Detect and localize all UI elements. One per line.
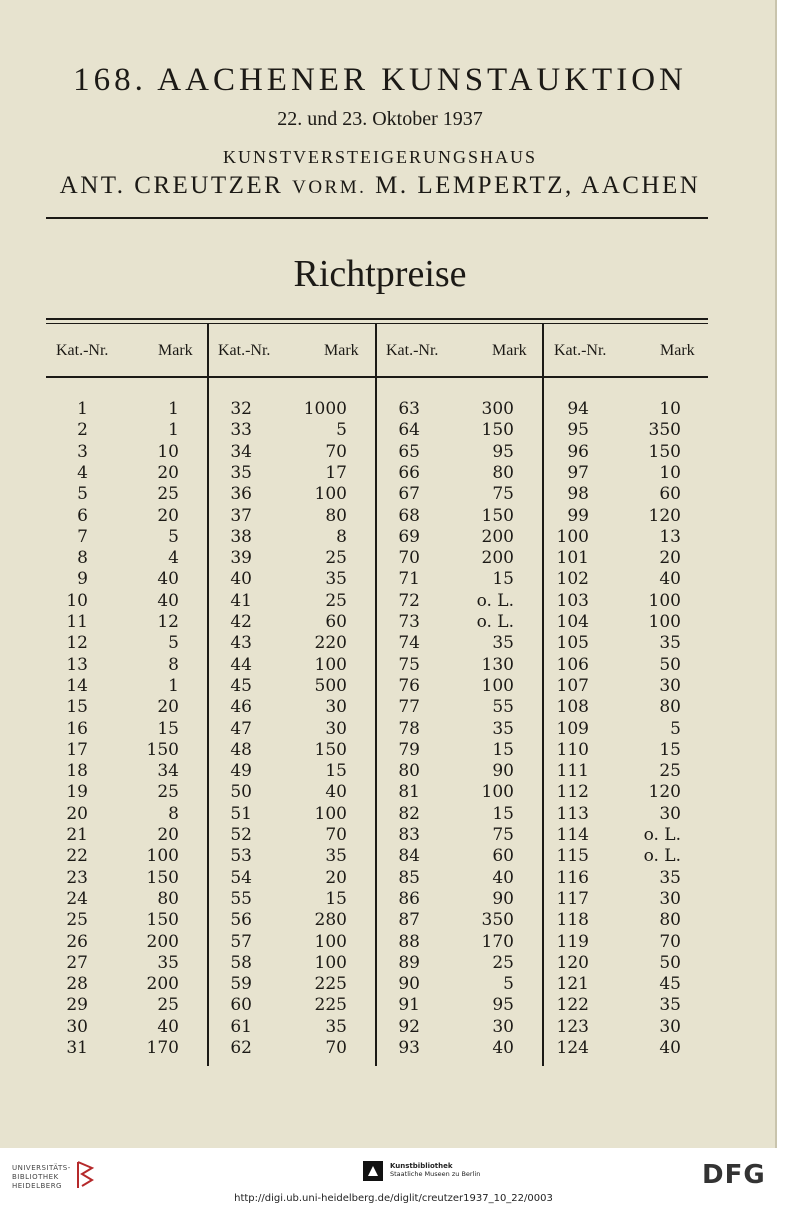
kat-nr-cell: 20 [66, 804, 88, 824]
kat-nr-cell: 124 [556, 1038, 589, 1058]
kat-nr-cell: 110 [556, 740, 589, 760]
mark-price-cell: 35 [659, 633, 681, 653]
mark-price-cell: 100 [314, 484, 347, 504]
kunstbibliothek-logo-icon [362, 1160, 384, 1182]
mark-price-cell: 5 [503, 974, 514, 994]
mark-price-cell: 100 [314, 655, 347, 675]
mark-price-cell: 8 [168, 655, 179, 675]
mark-price-cell: 35 [492, 633, 514, 653]
kat-nr-cell: 13 [66, 655, 88, 675]
mark-price-cell: 35 [659, 995, 681, 1015]
kat-nr-cell: 10 [66, 591, 88, 611]
page-title: Richtpreise [293, 253, 467, 295]
mark-price-cell: 1 [168, 420, 179, 440]
kat-nr-cell: 90 [398, 974, 420, 994]
kat-nr-cell: 85 [398, 868, 420, 888]
column-header-mark: Mark [660, 342, 695, 359]
mark-price-cell: 280 [314, 910, 347, 930]
kat-nr-cell: 83 [398, 825, 420, 845]
mark-price-cell: 35 [659, 868, 681, 888]
kat-nr-cell: 57 [230, 932, 252, 952]
kat-nr-cell: 40 [230, 569, 252, 589]
mark-price-cell: 20 [659, 548, 681, 568]
mark-price-cell: 15 [492, 569, 514, 589]
column-header-kat: Kat.-Nr. [56, 342, 109, 359]
kat-nr-cell: 49 [230, 761, 252, 781]
kat-nr-cell: 27 [66, 953, 88, 973]
university-line: HEIDELBERG [12, 1182, 62, 1190]
kat-nr-cell: 56 [230, 910, 252, 930]
mark-price-cell: 34 [157, 761, 179, 781]
kat-nr-cell: 95 [567, 420, 589, 440]
kat-nr-cell: 89 [398, 953, 420, 973]
kat-nr-cell: 62 [230, 1038, 252, 1058]
kat-nr-cell: 33 [230, 420, 252, 440]
mark-price-cell: 225 [314, 995, 347, 1015]
kat-nr-cell: 119 [556, 932, 589, 952]
kat-nr-cell: 44 [230, 655, 252, 675]
auction-dates: 22. und 23. Oktober 1937 [277, 108, 483, 130]
kat-nr-cell: 100 [556, 527, 589, 547]
mark-price-cell: 95 [492, 995, 514, 1015]
kat-nr-cell: 99 [567, 506, 589, 526]
mark-price-cell: 25 [659, 761, 681, 781]
permalink-url[interactable]: http://digi.ub.uni-heidelberg.de/diglit/creutzer1937_10_22/0003 [234, 1193, 553, 1204]
kat-nr-cell: 69 [398, 527, 420, 547]
kat-nr-cell: 11 [66, 612, 88, 632]
kat-nr-cell: 17 [66, 740, 88, 760]
kat-nr-cell: 86 [398, 889, 420, 909]
kat-nr-cell: 92 [398, 1017, 420, 1037]
mark-price-cell: 150 [314, 740, 347, 760]
kat-nr-cell: 53 [230, 846, 252, 866]
dfg-logo: DFG [702, 1160, 766, 1190]
kat-nr-cell: 35 [230, 463, 252, 483]
kat-nr-cell: 113 [556, 804, 589, 824]
university-logo-text [12, 1164, 71, 1191]
kunstbibliothek-name: Kunstbibliothek [390, 1162, 453, 1170]
column-header-mark: Mark [492, 342, 527, 359]
mark-price-cell: 70 [659, 932, 681, 952]
kat-nr-cell: 70 [398, 548, 420, 568]
kat-nr-cell: 6 [77, 506, 88, 526]
kat-nr-cell: 26 [66, 932, 88, 952]
kat-nr-cell: 1 [77, 399, 88, 419]
mark-price-cell: 15 [492, 740, 514, 760]
mark-price-cell: 500 [314, 676, 347, 696]
kat-nr-cell: 2 [77, 420, 88, 440]
mark-price-cell: 225 [314, 974, 347, 994]
mark-price-cell: 170 [146, 1038, 179, 1058]
table-top-rule [46, 318, 708, 320]
kat-nr-cell: 97 [567, 463, 589, 483]
kat-nr-cell: 103 [556, 591, 589, 611]
kat-nr-cell: 55 [230, 889, 252, 909]
mark-price-cell: 15 [325, 889, 347, 909]
kat-nr-cell: 18 [66, 761, 88, 781]
kunstbibliothek-sub: Staatliche Museen zu Berlin [390, 1170, 481, 1178]
kat-nr-cell: 80 [398, 761, 420, 781]
kat-nr-cell: 123 [556, 1017, 589, 1037]
kat-nr-cell: 73 [398, 612, 420, 632]
mark-price-cell: 70 [325, 1038, 347, 1058]
kat-nr-cell: 54 [230, 868, 252, 888]
kat-nr-cell: 50 [230, 782, 252, 802]
kat-nr-cell: 63 [398, 399, 420, 419]
mark-price-cell: 10 [659, 463, 681, 483]
kat-nr-cell: 87 [398, 910, 420, 930]
mark-price-cell: 15 [659, 740, 681, 760]
kat-nr-cell: 107 [556, 676, 589, 696]
mark-price-cell: 200 [146, 974, 179, 994]
mark-price-cell: 25 [157, 782, 179, 802]
kat-nr-cell: 84 [398, 846, 420, 866]
mark-price-cell: 150 [146, 740, 179, 760]
mark-price-cell: 150 [648, 442, 681, 462]
mark-price-cell: 10 [157, 442, 179, 462]
mark-price-cell: 8 [336, 527, 347, 547]
mark-price-cell: 90 [492, 889, 514, 909]
mark-price-cell: 20 [325, 868, 347, 888]
kat-nr-cell: 78 [398, 719, 420, 739]
kat-nr-cell: 82 [398, 804, 420, 824]
mark-price-cell: 100 [314, 804, 347, 824]
mark-price-cell: 120 [648, 782, 681, 802]
kat-nr-cell: 31 [66, 1038, 88, 1058]
table-top-rule-thin [46, 323, 708, 324]
kat-nr-cell: 76 [398, 676, 420, 696]
mark-price-cell: 50 [659, 953, 681, 973]
column-header-mark: Mark [324, 342, 359, 359]
mark-price-cell: 20 [157, 506, 179, 526]
mark-price-cell: 30 [659, 889, 681, 909]
kunstbibliothek-label [390, 1162, 480, 1178]
column-header-kat: Kat.-Nr. [386, 342, 439, 359]
kat-nr-cell: 42 [230, 612, 252, 632]
kat-nr-cell: 21 [66, 825, 88, 845]
mark-price-cell: 30 [659, 676, 681, 696]
mark-price-cell: 35 [325, 846, 347, 866]
kat-nr-cell: 77 [398, 697, 420, 717]
kat-nr-cell: 68 [398, 506, 420, 526]
mark-price-cell: 220 [314, 633, 347, 653]
mark-price-cell: 25 [157, 484, 179, 504]
kat-nr-cell: 12 [66, 633, 88, 653]
mark-price-cell: 100 [481, 676, 514, 696]
mark-price-cell: 5 [168, 633, 179, 653]
mark-price-cell: o. L. [476, 591, 514, 611]
mark-price-cell: 40 [659, 569, 681, 589]
kat-nr-cell: 81 [398, 782, 420, 802]
mark-price-cell: 13 [659, 527, 681, 547]
kat-nr-cell: 114 [556, 825, 589, 845]
mark-price-cell: 60 [659, 484, 681, 504]
kat-nr-cell: 51 [230, 804, 252, 824]
mark-price-cell: 50 [659, 655, 681, 675]
mark-price-cell: 30 [492, 1017, 514, 1037]
mark-price-cell: 80 [157, 889, 179, 909]
kat-nr-cell: 94 [567, 399, 589, 419]
kat-nr-cell: 8 [77, 548, 88, 568]
mark-price-cell: 40 [157, 569, 179, 589]
kat-nr-cell: 75 [398, 655, 420, 675]
kat-nr-cell: 47 [230, 719, 252, 739]
mark-price-cell: 100 [648, 612, 681, 632]
mark-price-cell: 5 [670, 719, 681, 739]
mark-price-cell: 75 [492, 825, 514, 845]
kat-nr-cell: 93 [398, 1038, 420, 1058]
kat-nr-cell: 67 [398, 484, 420, 504]
kat-nr-cell: 30 [66, 1017, 88, 1037]
column-header-kat: Kat.-Nr. [554, 342, 607, 359]
mark-price-cell: 25 [157, 995, 179, 1015]
mark-price-cell: 75 [492, 484, 514, 504]
mark-price-cell: 1 [168, 676, 179, 696]
kat-nr-cell: 112 [556, 782, 589, 802]
kat-nr-cell: 4 [77, 463, 88, 483]
mark-price-cell: 80 [659, 697, 681, 717]
kat-nr-cell: 24 [66, 889, 88, 909]
mark-price-cell: 300 [481, 399, 514, 419]
firm-name [0, 172, 760, 200]
mark-price-cell: 200 [146, 932, 179, 952]
mark-price-cell: 100 [481, 782, 514, 802]
kat-nr-cell: 111 [556, 761, 589, 781]
kat-nr-cell: 41 [230, 591, 252, 611]
mark-price-cell: 350 [481, 910, 514, 930]
mark-price-cell: 20 [157, 825, 179, 845]
kat-nr-cell: 74 [398, 633, 420, 653]
mark-price-cell: 55 [492, 697, 514, 717]
kat-nr-cell: 37 [230, 506, 252, 526]
mark-price-cell: 120 [648, 506, 681, 526]
mark-price-cell: 100 [314, 932, 347, 952]
kat-nr-cell: 72 [398, 591, 420, 611]
mark-price-cell: 25 [325, 591, 347, 611]
mark-price-cell: 35 [157, 953, 179, 973]
mark-price-cell: 80 [492, 463, 514, 483]
kat-nr-cell: 38 [230, 527, 252, 547]
mark-price-cell: 200 [481, 548, 514, 568]
mark-price-cell: o. L. [643, 846, 681, 866]
column-header-mark: Mark [158, 342, 193, 359]
mark-price-cell: 20 [157, 463, 179, 483]
kat-nr-cell: 7 [77, 527, 88, 547]
mark-price-cell: 35 [325, 569, 347, 589]
mark-price-cell: 40 [492, 1038, 514, 1058]
mark-price-cell: 35 [492, 719, 514, 739]
kat-nr-cell: 5 [77, 484, 88, 504]
mark-price-cell: 40 [157, 1017, 179, 1037]
auction-house: KUNSTVERSTEIGERUNGSHAUS [222, 147, 537, 167]
kat-nr-cell: 104 [556, 612, 589, 632]
kat-nr-cell: 48 [230, 740, 252, 760]
kat-nr-cell: 117 [556, 889, 589, 909]
mark-price-cell: 80 [325, 506, 347, 526]
kat-nr-cell: 122 [556, 995, 589, 1015]
kat-nr-cell: 45 [230, 676, 252, 696]
mark-price-cell: 70 [325, 442, 347, 462]
kat-nr-cell: 66 [398, 463, 420, 483]
mark-price-cell: 20 [157, 697, 179, 717]
kat-nr-cell: 98 [567, 484, 589, 504]
kat-nr-cell: 109 [556, 719, 589, 739]
mark-price-cell: 150 [146, 910, 179, 930]
mark-price-cell: 35 [325, 1017, 347, 1037]
mark-price-cell: 30 [325, 719, 347, 739]
header-rule [46, 217, 708, 219]
auction-title: 168. AACHENER KUNSTAUKTION [73, 62, 687, 98]
mark-price-cell: 130 [481, 655, 514, 675]
kat-nr-cell: 65 [398, 442, 420, 462]
mark-price-cell: 1 [168, 399, 179, 419]
mark-price-cell: 10 [659, 399, 681, 419]
mark-price-cell: 30 [659, 804, 681, 824]
column-divider [542, 324, 544, 1066]
mark-price-cell: 17 [325, 463, 347, 483]
kat-nr-cell: 28 [66, 974, 88, 994]
kat-nr-cell: 64 [398, 420, 420, 440]
mark-price-cell: 12 [157, 612, 179, 632]
mark-price-cell: 150 [481, 506, 514, 526]
footer-bar [0, 1148, 787, 1205]
mark-price-cell: 150 [146, 868, 179, 888]
mark-price-cell: 100 [146, 846, 179, 866]
mark-price-cell: 170 [481, 932, 514, 952]
mark-price-cell: 350 [648, 420, 681, 440]
mark-price-cell: 30 [659, 1017, 681, 1037]
kat-nr-cell: 3 [77, 442, 88, 462]
kat-nr-cell: 46 [230, 697, 252, 717]
kat-nr-cell: 118 [556, 910, 589, 930]
kat-nr-cell: 120 [556, 953, 589, 973]
kat-nr-cell: 106 [556, 655, 589, 675]
mark-price-cell: 45 [659, 974, 681, 994]
kat-nr-cell: 16 [66, 719, 88, 739]
kat-nr-cell: 15 [66, 697, 88, 717]
mark-price-cell: 40 [325, 782, 347, 802]
mark-price-cell: 5 [168, 527, 179, 547]
kat-nr-cell: 71 [398, 569, 420, 589]
kat-nr-cell: 32 [230, 399, 252, 419]
mark-price-cell: 200 [481, 527, 514, 547]
mark-price-cell: 25 [492, 953, 514, 973]
kat-nr-cell: 58 [230, 953, 252, 973]
kat-nr-cell: 59 [230, 974, 252, 994]
kat-nr-cell: 108 [556, 697, 589, 717]
kat-nr-cell: 43 [230, 633, 252, 653]
mark-price-cell: 70 [325, 825, 347, 845]
mark-price-cell: 90 [492, 761, 514, 781]
university-line: BIBLIOTHEK [12, 1173, 59, 1181]
kat-nr-cell: 14 [66, 676, 88, 696]
mark-price-cell: 25 [325, 548, 347, 568]
mark-price-cell: 5 [336, 420, 347, 440]
mark-price-cell: o. L. [643, 825, 681, 845]
mark-price-cell: 60 [325, 612, 347, 632]
kat-nr-cell: 96 [567, 442, 589, 462]
firm-name-part2: M. LEMPERTZ, AACHEN [366, 172, 701, 199]
kat-nr-cell: 116 [556, 868, 589, 888]
kat-nr-cell: 102 [556, 569, 589, 589]
university-seal-icon [74, 1160, 96, 1190]
kat-nr-cell: 9 [77, 569, 88, 589]
kat-nr-cell: 105 [556, 633, 589, 653]
kat-nr-cell: 23 [66, 868, 88, 888]
mark-price-cell: 15 [325, 761, 347, 781]
firm-name-part1: ANT. CREUTZER [59, 172, 293, 199]
kat-nr-cell: 39 [230, 548, 252, 568]
kat-nr-cell: 34 [230, 442, 252, 462]
mark-price-cell: 8 [168, 804, 179, 824]
kat-nr-cell: 52 [230, 825, 252, 845]
column-header-kat: Kat.-Nr. [218, 342, 271, 359]
mark-price-cell: 15 [492, 804, 514, 824]
mark-price-cell: 15 [157, 719, 179, 739]
kat-nr-cell: 22 [66, 846, 88, 866]
kat-nr-cell: 60 [230, 995, 252, 1015]
mark-price-cell: 150 [481, 420, 514, 440]
mark-price-cell: o. L. [476, 612, 514, 632]
kat-nr-cell: 115 [556, 846, 589, 866]
mark-price-cell: 1000 [303, 399, 347, 419]
column-divider [207, 324, 209, 1066]
kat-nr-cell: 79 [398, 740, 420, 760]
kat-nr-cell: 61 [230, 1017, 252, 1037]
mark-price-cell: 80 [659, 910, 681, 930]
mark-price-cell: 100 [648, 591, 681, 611]
kat-nr-cell: 36 [230, 484, 252, 504]
kat-nr-cell: 91 [398, 995, 420, 1015]
kat-nr-cell: 29 [66, 995, 88, 1015]
mark-price-cell: 95 [492, 442, 514, 462]
kat-nr-cell: 121 [556, 974, 589, 994]
column-divider [375, 324, 377, 1066]
mark-price-cell: 40 [659, 1038, 681, 1058]
mark-price-cell: 100 [314, 953, 347, 973]
university-line: UNIVERSITÄTS- [12, 1164, 71, 1172]
mark-price-cell: 30 [325, 697, 347, 717]
mark-price-cell: 40 [492, 868, 514, 888]
kat-nr-cell: 101 [556, 548, 589, 568]
mark-price-cell: 60 [492, 846, 514, 866]
kat-nr-cell: 19 [66, 782, 88, 802]
kat-nr-cell: 88 [398, 932, 420, 952]
mark-price-cell: 40 [157, 591, 179, 611]
mark-price-cell: 4 [168, 548, 179, 568]
firm-name-vorm: VORM. [292, 177, 367, 198]
table-header-rule [46, 376, 708, 378]
kat-nr-cell: 25 [66, 910, 88, 930]
